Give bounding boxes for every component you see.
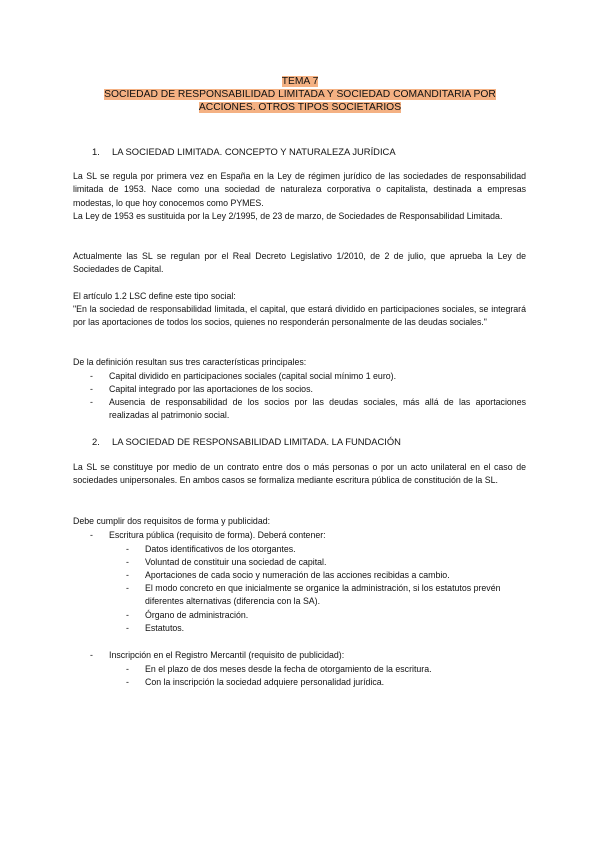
- paragraph: Debe cumplir dos requisitos de forma y publicidad:: [73, 516, 271, 526]
- section-2-heading: 2. LA SOCIEDAD DE RESPONSABILIDAD LIMITADA. LA FUNDACIÓN: [92, 436, 401, 447]
- document-page: TEMA 7 SOCIEDAD DE RESPONSABILIDAD LIMITADA Y SOCIEDAD COMANDITARIA POR ACCIONES. OTROS TIPOS SOCIETARIOS 1. LA SOCIEDAD LIMITADA. CONCEPTO Y NATURALEZA JURÍDICA La SL se regula por primera vez en España en la Ley de régimen jurídico de las sociedades de responsabilidad limitada de 1953. Nace como una sociedad de naturaleza corporativa o capitalista, destinada a empresas modestas, lo que hoy conocemos como PYMES. La Ley de 1953 es sustituida por la Ley 2/1995, de 23 de marzo, de Sociedades de Responsabilidad Limitada. Actualmente las SL se regulan por el Real Decreto Legislativo 1/2010, de 2 de julio, que aprueba la Ley de Sociedades de Capital. El artículo 1.2 LSC define este tipo social: "En la sociedad de responsabilidad limitada, el capital, que estará dividido en participaciones sociales, se integrará por las aportaciones de todos los socios, quienes no responderán personalmente de las deudas sociales." De la definición resultan sus tres características principales: - Capital dividido en participaciones sociales (capital social mínimo 1 euro). - Capital integrado por las aportaciones de los socios. - Ausencia de responsabilidad de los socios por las deudas sociales, más allá de las aportaciones realizadas al patrimonio social. 2. LA SOCIEDAD DE RESPONSABILIDAD LIMITADA. LA FUNDACIÓN La SL se constituye por medio de un contrato entre dos o más personas o por un acto unilateral en el caso de sociedades unipersonales. En ambos casos se formaliza mediante escritura pública de constitución de la SL. Debe cumplir dos requisitos de forma y publicidad: - Escritura pública (requisito de forma). Deberá contener: - Datos identificativos de los otorgantes. - Voluntad de constituir una sociedad de capital. - Aportaciones de cada socio y numeración de las acciones recibidas a cambio. - El modo concreto en que inicialmente se organice la administración, si los estatutos prevén diferentes alternativas (diferencia con la SA). - Órgano de administración. - Estatutos. - Inscripción en el Registro Mercantil (requisito de publicidad): - En el plazo de dos meses desde la fecha de otorgamiento de la escritura. - Con la inscripción la sociedad adquiere personalidad jurídica.: [0, 0, 600, 848]
- title-line-2: SOCIEDAD DE RESPONSABILIDAD LIMITADA Y SOCIEDAD COMANDITARIA POR: [104, 89, 496, 100]
- title-block: [60, 75, 540, 114]
- list-item-text: Ausencia de responsabilidad de los socios por las deudas sociales, más allá de las aportaciones realizadas al patrimonio social.: [109, 397, 526, 421]
- paragraph: De la definición resultan sus tres características principales:: [73, 357, 307, 367]
- paragraph: Actualmente las SL se regulan por el Real Decreto Legislativo 1/2010, de 2 de julio, que aprueba la Ley de Sociedades de Capital.: [73, 251, 526, 275]
- paragraph: La Ley de 1953 es sustituida por la Ley 2/1995, de 23 de marzo, de Sociedades de Responsabilidad Limitada.: [73, 211, 503, 221]
- paragraph: La SL se constituye por medio de un contrato entre dos o más personas o por un acto unilateral en el caso de sociedades unipersonales. En ambos casos se formaliza mediante escritura pública de constitución de la SL.: [73, 462, 526, 486]
- section-1-heading: 1. LA SOCIEDAD LIMITADA. CONCEPTO Y NATURALEZA JURÍDICA: [92, 146, 396, 157]
- title-line-3: ACCIONES. OTROS TIPOS SOCIETARIOS: [198, 102, 402, 113]
- title-line-1: TEMA 7: [281, 76, 319, 87]
- paragraph-intro: El artículo 1.2 LSC define este tipo social:: [73, 291, 236, 301]
- definition-quote: "En la sociedad de responsabilidad limitada, el capital, que estará dividido en participaciones sociales, se integrará por las aportaciones de todos los socios, quienes no responderán personalmente de las deudas sociales.": [73, 304, 526, 328]
- sub-list-item-text: El modo concreto en que inicialmente se organice la administración, si los estatutos prevén diferentes alternativas (diferencia con la SA).: [145, 583, 501, 607]
- paragraph: La SL se regula por primera vez en España en la Ley de régimen jurídico de las sociedades de responsabilidad limitada de 1953. Nace como una sociedad de naturaleza corporativa o capitalista, destinada a empresas modestas, lo que hoy conocemos como PYMES.: [73, 171, 526, 208]
